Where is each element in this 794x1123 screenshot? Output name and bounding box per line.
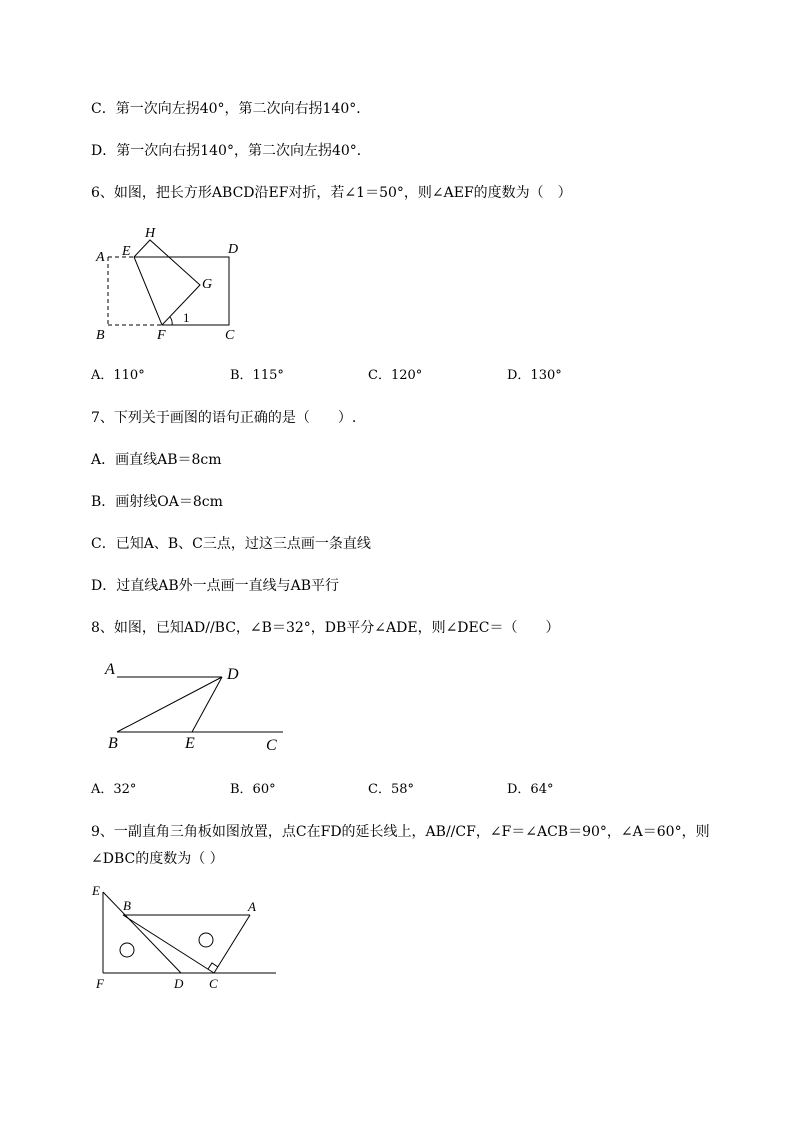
q6-angle-arc: [170, 317, 172, 325]
q6-label-h: H: [145, 226, 156, 241]
q8-label-c: C: [266, 737, 277, 754]
q9-figure: [88, 880, 288, 995]
q6-figure: [90, 222, 250, 347]
q6-label-1: 1: [183, 310, 190, 325]
q8-label-b: B: [108, 735, 118, 752]
q9-stem-line2: ∠DBC的度数为（ ）: [91, 851, 224, 867]
q7-stem: 7、下列关于画图的语句正确的是（ ）.: [91, 410, 357, 426]
q9-label-a: A: [248, 899, 256, 914]
q8-option-a: A．32°: [91, 782, 137, 797]
q8-label-a: A: [105, 661, 115, 678]
q9-label-f: F: [96, 976, 104, 991]
q6-label-b: B: [96, 328, 105, 343]
q6-folded-shape: [134, 240, 200, 325]
q9-label-c: C: [209, 976, 218, 991]
q5-option-c: C．第一次向左拐40°，第二次向右拐140°．: [91, 101, 371, 117]
q6-label-a: A: [96, 250, 105, 265]
q9-hole-right: [199, 933, 213, 947]
q9-label-d: D: [174, 976, 184, 991]
q9-label-e: E: [92, 883, 100, 898]
q6-stem: 6、如图，把长方形ABCD沿EF对折，若∠1＝50°，则∠AEF的度数为（ ）: [91, 185, 572, 201]
q8-label-e: E: [185, 735, 195, 752]
q8-option-c: C．58°: [368, 782, 414, 797]
q7-option-b: B．画射线OA＝8cm: [91, 494, 223, 510]
q8-option-d: D．64°: [507, 782, 554, 797]
q6-option-a: A．110°: [91, 368, 145, 383]
q6-label-g: G: [202, 277, 213, 292]
q6-label-c: C: [225, 328, 235, 343]
q6-label-d: D: [228, 242, 239, 257]
q9-hole-left: [120, 943, 134, 957]
q8-option-b: B．60°: [230, 782, 276, 797]
q6-option-b: B．115°: [230, 368, 284, 383]
q9-label-b: B: [123, 898, 131, 913]
q5-option-d: D．第一次向右拐140°，第二次向左拐40°．: [91, 143, 371, 159]
q9-stem-line1: 9、一副直角三角板如图放置，点C在FD的延长线上，AB//CF，∠F＝∠ACB＝90°，∠A＝60°，则: [91, 824, 710, 840]
q7-option-a: A．画直线AB＝8cm: [91, 452, 222, 468]
q6-option-c: C．120°: [368, 368, 423, 383]
q6-label-f: F: [157, 328, 166, 343]
q6-label-e: E: [122, 244, 131, 259]
q6-option-d: D．130°: [507, 368, 562, 383]
q9-segment-ac: [214, 915, 250, 973]
q8-figure: [100, 658, 295, 758]
q8-segment-bd: [117, 677, 222, 732]
q7-option-c: C．已知A、B、C三点，过这三点画一条直线: [91, 536, 371, 552]
q8-stem: 8、如图，已知AD//BC，∠B＝32°，DB平分∠ADE，则∠DEC＝（ ）: [91, 620, 560, 636]
q8-label-d: D: [227, 666, 239, 683]
q9-segment-ed: [103, 892, 181, 973]
q7-option-d: D．过直线AB外一点画一直线与AB平行: [91, 578, 340, 594]
